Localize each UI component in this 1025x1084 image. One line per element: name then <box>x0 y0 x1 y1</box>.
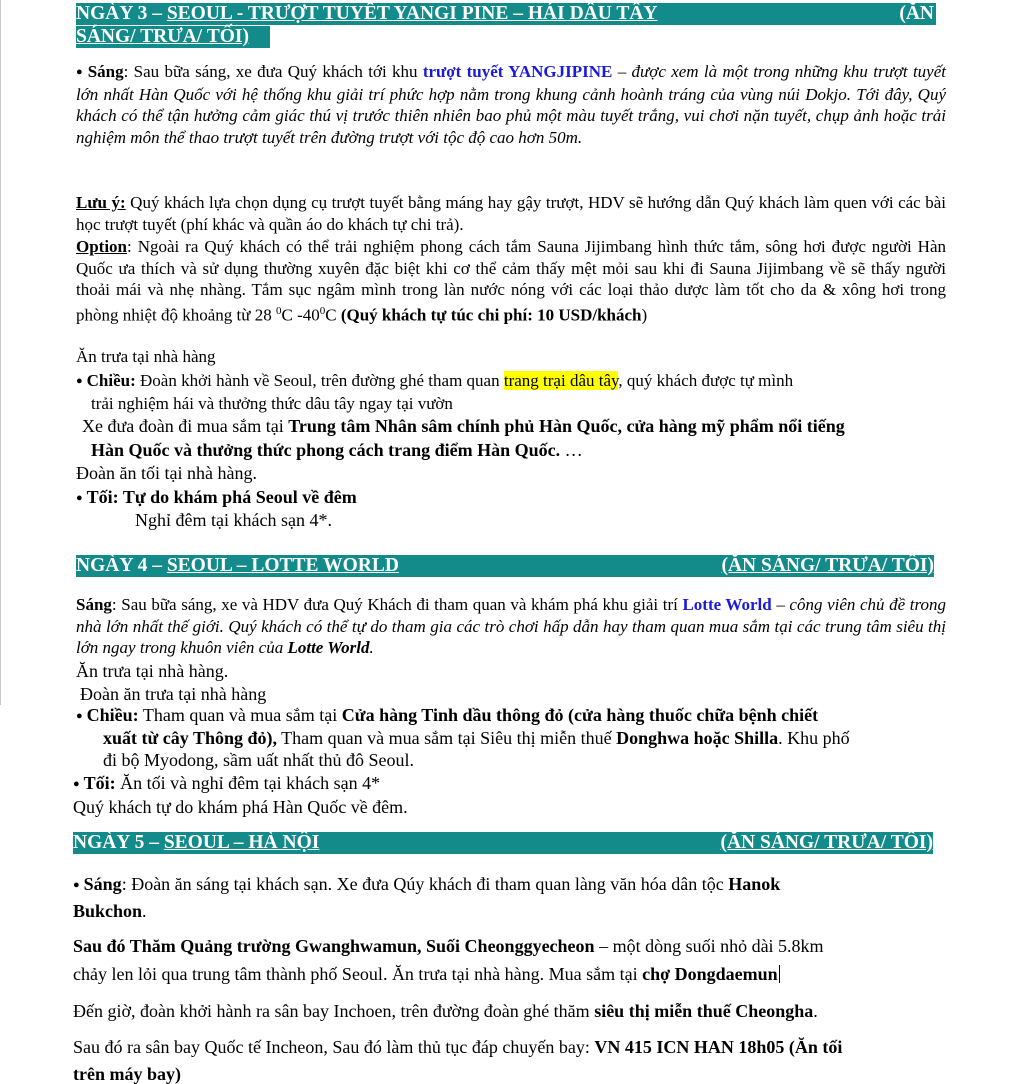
day3-option-paragraph: Option: Ngoài ra Quý khách có thể trải nghiệm phong cách tắm Sauna Jijimbang hình thức tắm, sông hơi được người Hàn Quốc ưa thích và sử dụng thường xuyên đặc biệt khi cơ thể cảm thấy mệt mỏi sau khi đi Sauna Jijimbang về sẽ thấy người thoải mái và nhẹ nhàng. Tắm sục ngâm mình trong làn nước nóng với các loại thảo dược làm tốt cho da & xông hơi trong phòng nhiệt độ khoảng từ 28 $^0$C $-40^0C$ (Quý khách tự túc chi phí: 10 USD/khách) <box>76 237 946 325</box>
page-margin-line <box>0 0 1 705</box>
day4-header-meals: (ĂN SÁNG/ TRƯA/ TỐI) <box>721 555 934 576</box>
day4-lunch-2: Đoàn ăn trưa tại nhà hàng <box>80 684 267 704</box>
day4-afternoon-line1: ● Chiều: Tham quan và mua sắm tại Cửa hàng Tinh dầu thông đỏ (cửa hàng thuốc chữa bệnh chiết <box>76 705 943 726</box>
lotte-world-link[interactable]: Lotte World <box>682 595 772 614</box>
day3-shopping-line2: Hàn Quốc và thưởng thức phong cách trang điểm Hàn Quốc. … <box>91 440 583 460</box>
day3-header-meals-cont: SÁNG/ TRƯA/ TỐI) <box>76 26 250 47</box>
day5-header-meals: (ĂN SÁNG/ TRƯA/ TỐI) <box>720 832 933 853</box>
day3-shopping-line1: Xe đưa đoàn đi mua sắm tại Trung tâm Nhân sâm chính phủ Hàn Quốc, cửa hàng mỹ phẩm nổi tiếng <box>82 416 845 436</box>
day4-header: NGÀY 4 – SEOUL – LOTTE WORLD (ĂN SÁNG/ TRƯA/ TỐI) <box>76 555 934 576</box>
day4-evening: ● Tối: Ăn tối và nghỉ đêm tại khách sạn 4* <box>73 773 380 794</box>
text-cursor <box>779 965 780 983</box>
day5-header: NGÀY 5 – SEOUL – HÀ NỘI (ĂN SÁNG/ TRƯA/ TỐI) <box>73 832 933 853</box>
day3-morning-paragraph: ● Sáng: Sau bữa sáng, xe đưa Quý khách tới khu trượt tuyết YANGJIPINE – được xem là một trong những khu trượt tuyết lớn nhất Hàn Quốc với hệ thống khu giải trí phức hợp nằm trong khung cảnh hoành tráng của vùng núi Dokjo. Tới đây, Quý khách có thể tận hưởng cảm giác thú vị trước thiên nhiên bao phủ một màu tuyết trắng, vui chơi nặn tuyết, chụp ảnh hoặc trải nghiệm môn thể thao trượt tuyết trên đường trượt với tộc độ cao hơn 50m. <box>76 61 946 148</box>
day5-morning-line2: Bukchon. <box>73 901 147 921</box>
day5-flight-line2: trên máy bay) <box>73 1064 181 1084</box>
day3-note-label: Lưu ý: <box>76 193 126 212</box>
day5-header-route: SEOUL – HÀ NỘI <box>163 832 320 853</box>
day3-afternoon-line2: trải nghiệm hái và thưởng thức dâu tây ngay tại vườn <box>91 394 453 413</box>
day4-afternoon-line3: đi bộ Myodong, sầm uất nhất thủ đô Seoul. <box>103 750 414 770</box>
day4-morning-paragraph: Sáng: Sau bữa sáng, xe và HDV đưa Quý Khách đi tham quan và khám phá khu giải trí Lotte World – công viên chủ đề trong nhà lớn nhất thế giới. Quý khách có thể tự do tham gia các trò chơi hấp dẫn hay tham quan mua sắm tại các trung tâm siêu thị lớn ngay trong khuôn viên của Lotte World. <box>76 595 946 658</box>
day5-visit-line1: Sau đó Thăm Quảng trường Gwanghwamun, Suối Cheonggyecheon – một dòng suối nhỏ dài 5.8km <box>73 936 824 956</box>
day3-header-prefix: NGÀY 3 – <box>76 3 167 24</box>
day5-visit-line2: chảy len lỏi qua trung tâm thành phố Seoul. Ăn trưa tại nhà hàng. Mua sắm tại chợ Dongdaemun <box>73 964 778 984</box>
day3-hotel: Nghỉ đêm tại khách sạn 4*. <box>135 510 332 530</box>
day3-note-paragraph: Lưu ý: Quý khách lựa chọn dụng cụ trượt tuyết bằng máng hay gậy trượt, HDV sẽ hướng dẫn Quý khách làm quen với các bài học trượt tuyết (phí khác và quần áo do khách tự chi trả). <box>76 193 947 234</box>
strawberry-farm-highlight: trang trại dâu tây <box>503 371 619 390</box>
day3-header-meals: (ĂN <box>899 3 934 24</box>
day3-dinner: Đoàn ăn tối tại nhà hàng. <box>76 463 257 483</box>
day4-lunch-1: Ăn trưa tại nhà hàng. <box>76 661 229 681</box>
day3-option-label: Option <box>76 237 128 256</box>
day4-free-time: Quý khách tự do khám phá Hàn Quốc về đêm. <box>73 797 408 817</box>
yangjipine-link[interactable]: trượt tuyết YANGJIPINE <box>422 62 613 81</box>
day5-airport: Đến giờ, đoàn khởi hành ra sân bay Inchoen, trên đường đoàn ghé thăm siêu thị miễn thuế Cheongha. <box>73 1001 818 1021</box>
day3-afternoon-line1: ● Chiều: Đoàn khởi hành về Seoul, trên đường ghé tham quan trang trại dâu tây, quý khách được tự mình <box>76 371 946 391</box>
day5-flight-line1: Sau đó ra sân bay Quốc tế Incheon, Sau đó làm thủ tục đáp chuyến bay: VN 415 ICN HAN 18h05 (Ăn tối <box>73 1037 843 1057</box>
day3-evening: ● Tối: Tự do khám phá Seoul về đêm <box>76 487 357 508</box>
day3-header <box>76 3 936 25</box>
day5-morning-line1: ● Sáng: Đoàn ăn sáng tại khách sạn. Xe đưa Qúy khách đi tham quan làng văn hóa dân tộc Hanok <box>73 874 780 895</box>
day4-header-route: SEOUL – LOTTE WORLD <box>166 555 399 576</box>
day3-morning-label: Sáng <box>87 62 124 81</box>
day3-lunch: Ăn trưa tại nhà hàng <box>76 347 216 366</box>
day4-afternoon-line2: xuất từ cây Thông đỏ), Tham quan và mua sắm tại Siêu thị miễn thuế Donghwa hoặc Shilla. Khu phố <box>103 728 850 748</box>
day3-header-route: SEOUL - TRƯỢT TUYẾT YANGI PINE – HÁI DÂU TÂY <box>166 3 658 24</box>
day3-header-line2 <box>76 26 270 48</box>
